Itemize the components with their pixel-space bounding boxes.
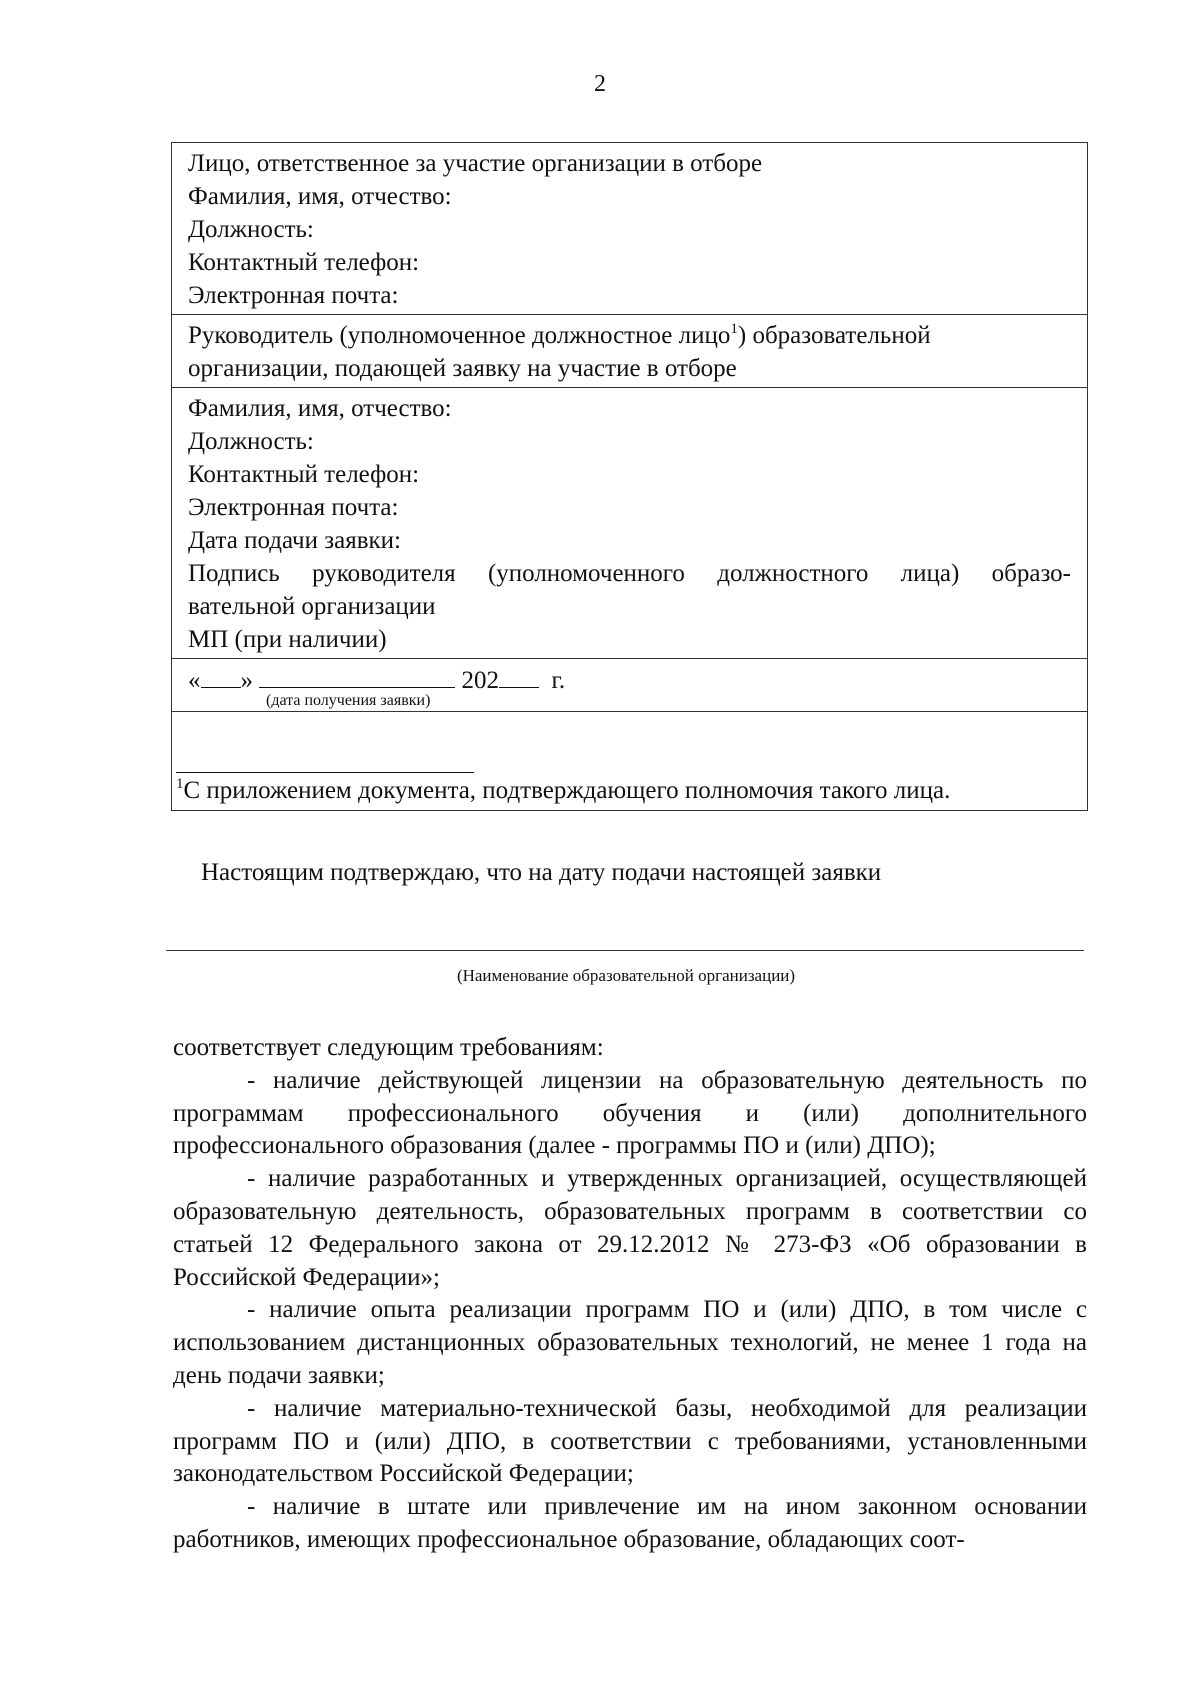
requirement-item: - наличие материально-технической базы, необходимой для реализации программ ПО и (или) ДПО, в соответствии с требованиями, установленными законодательством Российской Федерации; (173, 1394, 1087, 1488)
year-prefix: 202 (461, 667, 499, 694)
open-quote: « (188, 667, 201, 694)
head-heading-line2: организации, подающей заявку на участие в отборе (188, 355, 737, 382)
signature-label-line2: вательной организации (188, 593, 436, 620)
head-position-label: Должность: (188, 428, 314, 455)
confirmation-statement: Настоящим подтверждаю, что на дату подачи настоящей заявки (201, 859, 882, 886)
footnote (176, 776, 950, 806)
table-row (172, 712, 1088, 811)
footnote-mark: 1 (176, 776, 184, 792)
month-blank (259, 663, 455, 688)
day-blank (201, 663, 241, 688)
table-row (172, 315, 1088, 388)
page-number: 2 (594, 71, 606, 97)
footnote-cell (172, 712, 1088, 811)
head-phone-label: Контактный телефон: (188, 461, 420, 488)
responsible-heading: Лицо, ответственное за участие организации в отборе (188, 150, 763, 177)
head-heading-text: Руководитель (уполномоченное должностное лицо (188, 322, 731, 349)
signature-label-line1: Подпись руководителя (уполномоченного должностного лица) образо- (188, 560, 1071, 587)
requirements-section (173, 1032, 1087, 1557)
requirement-item: - наличие опыта реализации программ ПО и (или) ДПО, в том числе с использованием дистанционных образовательных технологий, не менее 1 года на день подачи заявки; (173, 1296, 1087, 1389)
responsible-email-label: Электронная почта: (188, 282, 399, 309)
head-heading-line1 (188, 319, 1071, 352)
responsible-position-label: Должность: (188, 216, 314, 243)
head-email-label: Электронная почта: (188, 494, 399, 521)
year-blank (499, 663, 539, 688)
table-row (172, 143, 1088, 315)
head-heading-text-end: ) образовательной (737, 322, 931, 349)
receipt-date-caption: (дата получения заявки) (266, 692, 431, 709)
org-name-caption: (Наименование образовательной организации) (456, 966, 796, 985)
head-details-cell (172, 388, 1088, 659)
seal-label: МП (при наличии) (188, 626, 387, 653)
requirement-item: - наличие в штате или привлечение им на ином законном основании работников, имеющих профессиональное образование, обладающих соот- (173, 1493, 1087, 1553)
head-fio-label: Фамилия, имя, отчество: (188, 395, 452, 422)
responsible-fio-label: Фамилия, имя, отчество: (188, 183, 452, 210)
responsible-phone-label: Контактный телефон: (188, 249, 420, 276)
responsible-person-cell (172, 143, 1088, 315)
org-name-line (166, 950, 1084, 951)
requirement-item: - наличие разработанных и утвержденных организацией, осуществляющей образовательную деятельность, образовательных программ в соответствии со статьей 12 Федерального закона от 29.12.2012 № 273-ФЗ «Об образовании в Российской Федерации»; (173, 1165, 1087, 1291)
footnote-ref-mark: 1 (730, 321, 738, 337)
submit-date-label: Дата подачи заявки: (188, 527, 402, 554)
footnote-divider (176, 772, 474, 773)
requirements-intro: соответствует следующим требованиям: (173, 1034, 604, 1061)
table-row (172, 388, 1088, 659)
year-suffix: г. (551, 667, 566, 694)
head-heading-cell (172, 315, 1088, 388)
close-quote: » (240, 667, 253, 694)
application-form-table (171, 142, 1088, 811)
receipt-date-cell (172, 659, 1088, 712)
table-row (172, 659, 1088, 712)
footnote-text: С приложением документа, подтверждающего полномочия такого лица. (183, 777, 951, 804)
requirement-item: - наличие действующей лицензии на образовательную деятельность по программам профессионального обучения и (или) дополнительного профессионального образования (далее - программы ПО и (или) ДПО); (173, 1066, 1087, 1160)
